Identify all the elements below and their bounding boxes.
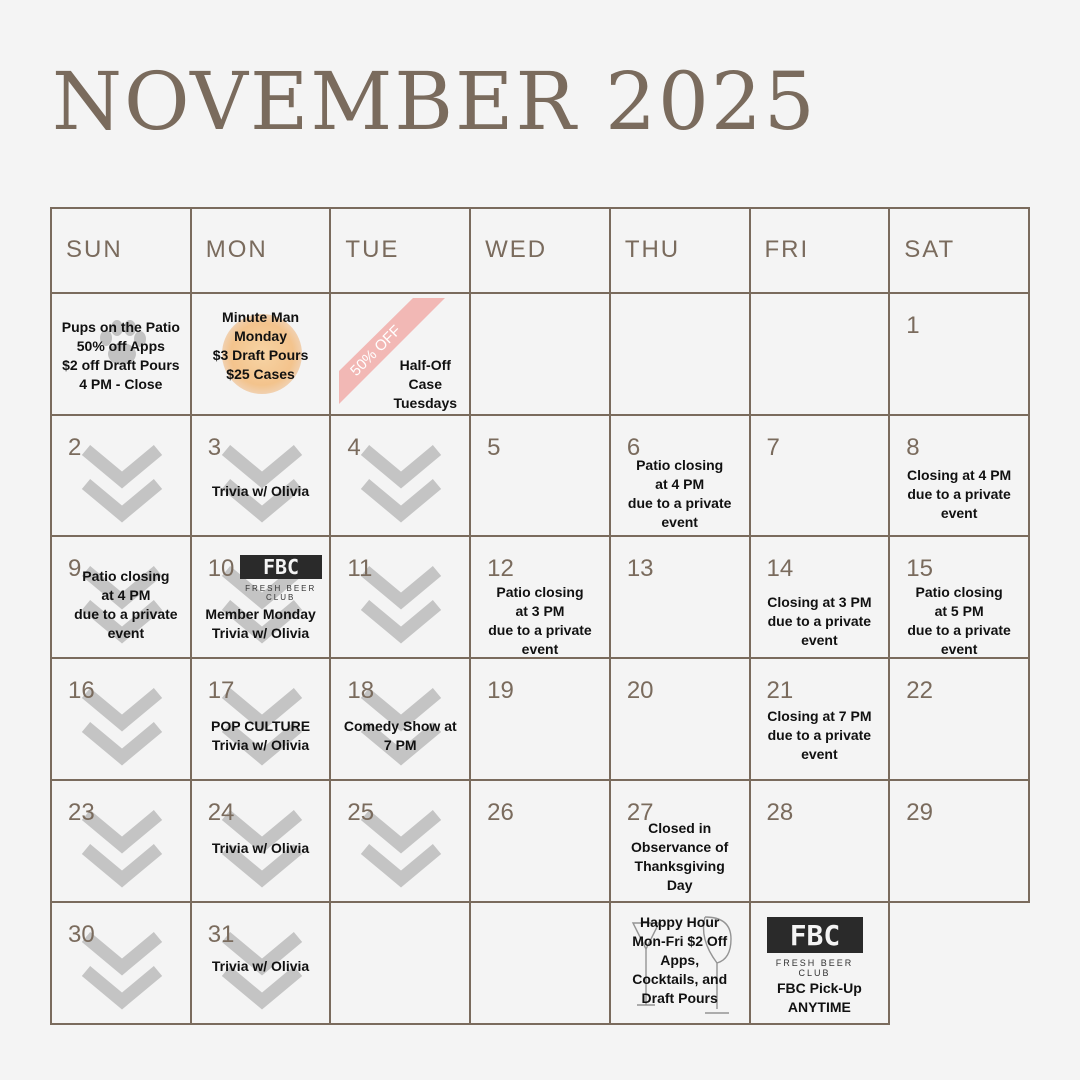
day-number: 22 (906, 677, 933, 705)
day-number: 9 (68, 555, 82, 583)
event-line: Patio closing (636, 456, 724, 473)
event-line: Trivia w/ Olivia (211, 840, 310, 857)
event-recurring-tue (381, 356, 469, 413)
event-line: FBC Pick-Up (776, 980, 862, 997)
event-day-12 (471, 583, 609, 658)
event-recurring-mon (192, 308, 330, 384)
event-day-6 (611, 456, 749, 532)
day-number: 2 (68, 433, 82, 461)
cell-day-25[interactable] (330, 780, 470, 902)
event-line: Patio closing (915, 584, 1003, 601)
logo-text: FRESH BEER CLUB (245, 584, 317, 603)
event-line: Half-Off (399, 356, 451, 373)
day-number: 21 (766, 677, 794, 705)
cell-day-28[interactable] (750, 780, 890, 902)
day-number: 12 (487, 555, 514, 583)
fresh-beer-club-logo (240, 555, 322, 602)
day-number: 17 (207, 677, 235, 705)
event-day-31 (192, 957, 330, 976)
cell-day-3[interactable] (191, 415, 331, 537)
cell-day-17[interactable] (191, 658, 331, 780)
event-line: Pups on the Patio (61, 318, 180, 335)
svg-text:FBC: FBC (789, 919, 840, 953)
calendar-grid (50, 207, 1030, 1025)
cell-day-20[interactable] (610, 658, 750, 780)
event-day-3 (192, 482, 330, 501)
event-line: due to a private (767, 613, 872, 630)
event-line: $3 Draft Pours (212, 346, 309, 363)
event-line: 4 PM - Close (79, 375, 163, 392)
weekday-header-row (51, 208, 1029, 293)
cell-day-1[interactable] (889, 293, 1029, 415)
cell-happy-hour (610, 902, 750, 1024)
cell-day-19[interactable] (470, 658, 610, 780)
event-line: at 4 PM (101, 587, 151, 604)
day-number: 8 (906, 433, 920, 461)
fresh-beer-club-logo (767, 917, 863, 978)
event-line: Minute Man (222, 308, 300, 325)
cell-day-15[interactable] (889, 536, 1029, 658)
day-number: 20 (626, 677, 654, 705)
event-recurring-sun (52, 318, 190, 394)
event-line: due to a private (907, 485, 1011, 502)
cell-empty (610, 293, 750, 415)
cell-empty (330, 902, 470, 1024)
event-day-17 (192, 717, 330, 755)
day-number: 11 (347, 555, 373, 583)
event-line: Patio closing (82, 568, 170, 585)
event-fbc-pickup (751, 979, 889, 1017)
event-day-18 (331, 717, 469, 755)
event-line: Trivia w/ Olivia (211, 482, 310, 499)
cell-empty (750, 293, 890, 415)
week-row (51, 293, 1029, 415)
weekday-sat: SAT (889, 208, 1029, 293)
event-line: due to a private (907, 622, 1011, 639)
event-day-8 (890, 466, 1028, 523)
event-line: Happy Hour (639, 914, 720, 931)
fbc-logo-icon (240, 555, 322, 579)
week-row (51, 780, 1029, 902)
cell-day-10[interactable] (191, 536, 331, 658)
event-line: event (801, 746, 838, 763)
event-happy-hour (611, 913, 749, 1008)
event-day-10 (192, 605, 330, 643)
event-day-9 (62, 567, 190, 643)
day-number: 13 (626, 555, 654, 583)
cell-day-13[interactable] (610, 536, 750, 658)
cell-day-21[interactable] (750, 658, 890, 780)
event-line: 50% off Apps (76, 337, 165, 354)
event-line: Tuesdays (393, 394, 458, 411)
event-line: Observance of (631, 839, 729, 856)
cell-day-27[interactable] (610, 780, 750, 902)
weekday-sun: SUN (51, 208, 191, 293)
cell-day-31[interactable] (191, 902, 331, 1024)
cell-day-30[interactable] (51, 902, 191, 1024)
event-line: event (661, 513, 698, 530)
day-number: 5 (487, 433, 501, 461)
cell-day-22[interactable] (889, 658, 1029, 780)
day-number: 28 (766, 799, 794, 827)
day-number: 29 (906, 799, 933, 827)
event-line: Monday (234, 327, 287, 344)
cell-recurring-sun (51, 293, 191, 415)
event-line: Mon-Fri $2 Off (632, 933, 728, 950)
logo-text: FRESH BEER CLUB (775, 958, 854, 979)
event-line: Closed in (648, 820, 712, 837)
day-number: 1 (906, 311, 920, 339)
cell-day-29[interactable] (889, 780, 1029, 902)
weekday-mon: MON (191, 208, 331, 293)
event-line: Trivia w/ Olivia (211, 958, 310, 975)
event-day-15 (890, 583, 1028, 658)
day-number: 4 (347, 433, 361, 461)
event-line: due to a private (627, 494, 732, 511)
event-day-21 (751, 707, 889, 764)
event-line: Patio closing (496, 584, 584, 601)
event-line: event (521, 641, 559, 658)
day-number: 16 (68, 677, 95, 705)
cell-day-9[interactable] (51, 536, 191, 658)
cell-day-8[interactable] (889, 415, 1029, 537)
double-chevron-down-icon (80, 442, 164, 526)
event-line: Closing at 7 PM (767, 708, 872, 725)
cell-day-7[interactable] (750, 415, 890, 537)
event-day-24 (192, 839, 330, 858)
event-line: Member Monday (205, 606, 316, 623)
cell-day-4[interactable] (330, 415, 470, 537)
event-line: at 4 PM (655, 475, 705, 492)
day-number: 10 (207, 555, 235, 583)
weekday-fri: FRI (750, 208, 890, 293)
weekday-thu: THU (610, 208, 750, 293)
cell-day-14[interactable] (750, 536, 890, 658)
day-number: 24 (207, 799, 235, 827)
cell-day-23[interactable] (51, 780, 191, 902)
svg-text:FBC: FBC (262, 555, 299, 580)
cell-day-5[interactable] (470, 415, 610, 537)
cell-day-24[interactable] (191, 780, 331, 902)
cell-empty (470, 902, 610, 1024)
day-number: 26 (487, 799, 514, 827)
event-line: 7 PM (383, 737, 417, 754)
event-line: due to a private (767, 727, 872, 744)
cell-day-6[interactable] (610, 415, 750, 537)
fbc-logo-icon (767, 917, 863, 953)
event-line: Closing at 3 PM (767, 594, 872, 611)
week-row (51, 658, 1029, 780)
day-number: 23 (68, 799, 95, 827)
event-line: at 5 PM (934, 603, 984, 620)
event-line: Day (666, 877, 693, 894)
day-number: 27 (626, 799, 654, 827)
day-number: 30 (68, 921, 95, 949)
ribbon-label: 50% OFF (347, 321, 405, 380)
event-line: event (801, 632, 838, 649)
weekday-tue: TUE (330, 208, 470, 293)
event-line: event (107, 625, 145, 642)
day-number: 6 (626, 433, 641, 461)
day-number: 31 (207, 921, 235, 949)
day-number: 18 (347, 677, 375, 705)
event-line: at 3 PM (515, 603, 565, 620)
event-line: $25 Cases (226, 365, 295, 382)
cell-empty (470, 293, 610, 415)
event-day-27 (611, 819, 749, 895)
week-row (51, 415, 1029, 537)
day-number: 25 (347, 799, 375, 827)
event-line: Draft Pours (641, 990, 718, 1007)
event-line: Apps, (660, 952, 700, 969)
event-line: Comedy Show at (343, 718, 457, 735)
event-day-14 (751, 593, 889, 650)
day-number: 7 (766, 433, 780, 461)
cell-day-2[interactable] (51, 415, 191, 537)
event-line: ANYTIME (787, 999, 851, 1016)
cell-day-26[interactable] (470, 780, 610, 902)
day-number: 15 (906, 555, 933, 583)
event-line: POP CULTURE (211, 718, 311, 735)
cell-fbc-pickup (750, 902, 890, 1024)
week-row (51, 902, 1029, 1024)
event-line: Trivia w/ Olivia (211, 737, 310, 754)
event-line: Case (408, 375, 442, 392)
event-line: event (940, 641, 978, 658)
event-line: Thanksgiving (634, 858, 725, 875)
week-row (51, 536, 1029, 658)
cell-day-12[interactable] (470, 536, 610, 658)
day-number: 14 (766, 555, 794, 583)
cell-day-18[interactable] (330, 658, 470, 780)
event-line: event (940, 504, 978, 521)
cell-recurring-mon (191, 293, 331, 415)
day-number: 3 (207, 433, 222, 461)
double-chevron-down-icon (359, 442, 443, 526)
event-line: Trivia w/ Olivia (211, 625, 310, 642)
day-number: 19 (487, 677, 514, 705)
event-line: Closing at 4 PM (906, 466, 1012, 483)
event-line: Cocktails, and (632, 971, 728, 988)
weekday-wed: WED (470, 208, 610, 293)
cell-day-16[interactable] (51, 658, 191, 780)
cell-day-11[interactable] (330, 536, 470, 658)
event-line: due to a private (488, 622, 592, 639)
event-line: $2 off Draft Pours (62, 356, 180, 373)
cell-recurring-tue (330, 293, 470, 415)
page-title: NOVEMBER 2025 (52, 55, 817, 148)
event-line: due to a private (74, 606, 178, 623)
